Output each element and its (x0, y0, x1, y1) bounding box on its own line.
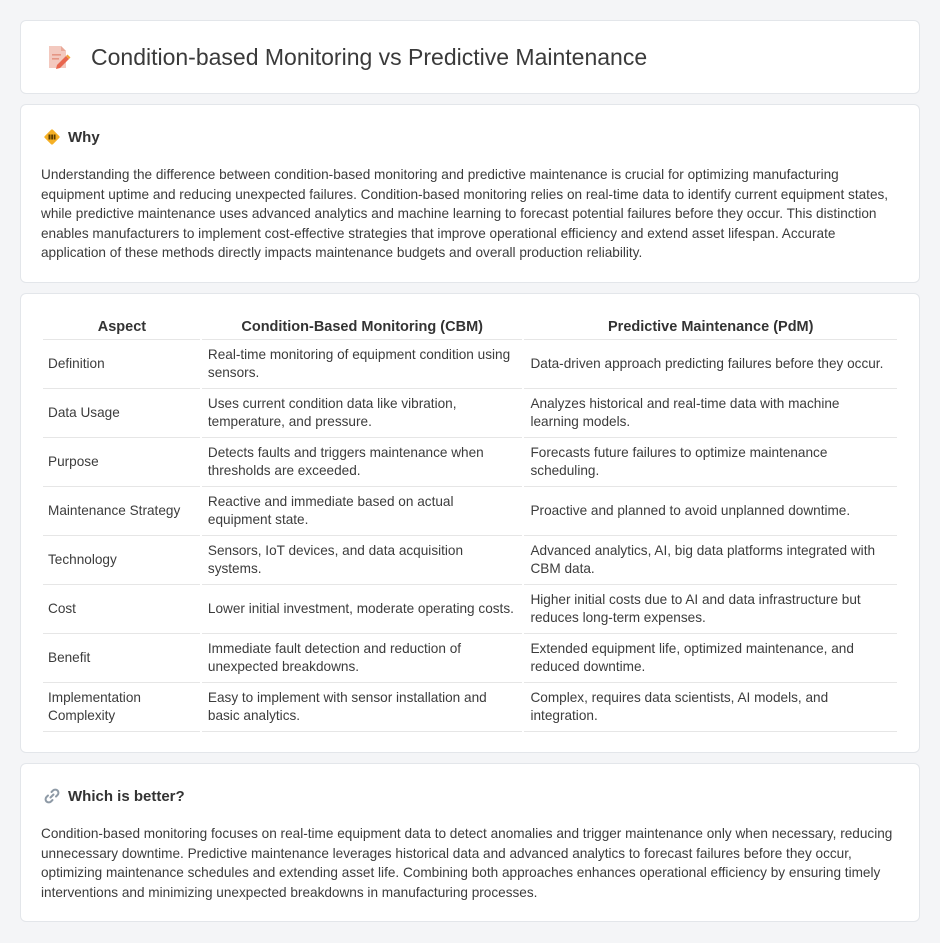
table-row (43, 584, 898, 633)
pdm-cell: Forecasts future failures to optimize maintenance scheduling. (523, 437, 898, 486)
table-row (43, 633, 898, 682)
aspect-cell: Benefit (43, 633, 201, 682)
cbm-cell: Immediate fault detection and reduction of unexpected breakdowns. (201, 633, 524, 682)
cbm-cell: Reactive and immediate based on actual equipment state. (201, 486, 524, 535)
column-header: Condition-Based Monitoring (CBM) (201, 316, 524, 339)
title-card (20, 20, 920, 94)
document-pencil-icon (45, 43, 71, 71)
why-heading: Why (68, 128, 100, 146)
cbm-cell: Detects faults and triggers maintenance when thresholds are exceeded. (201, 437, 524, 486)
comparison-table (43, 316, 899, 732)
cbm-cell: Easy to implement with sensor installation and basic analytics. (201, 682, 524, 731)
column-header: Predictive Maintenance (PdM) (523, 316, 898, 339)
column-header: Aspect (43, 316, 201, 339)
which-is-better-heading: Which is better? (68, 787, 185, 805)
table-row (43, 437, 898, 486)
table-header-row (43, 316, 898, 339)
aspect-cell: Technology (43, 535, 201, 584)
aspect-cell: Purpose (43, 437, 201, 486)
cbm-cell: Lower initial investment, moderate operating costs. (201, 584, 524, 633)
pdm-cell: Higher initial costs due to AI and data infrastructure but reduces long-term expenses. (523, 584, 898, 633)
comparison-card (20, 293, 920, 753)
pdm-cell: Data-driven approach predicting failures before they occur. (523, 339, 898, 388)
pdm-cell: Advanced analytics, AI, big data platforms integrated with CBM data. (523, 535, 898, 584)
cbm-cell: Sensors, IoT devices, and data acquisition systems. (201, 535, 524, 584)
cbm-cell: Real-time monitoring of equipment condition using sensors. (201, 339, 524, 388)
cbm-cell: Uses current condition data like vibration, temperature, and pressure. (201, 388, 524, 437)
link-icon (43, 787, 61, 805)
pdm-cell: Extended equipment life, optimized maintenance, and reduced downtime. (523, 633, 898, 682)
aspect-cell: Cost (43, 584, 201, 633)
diamond-warning-icon (43, 128, 61, 146)
table-row (43, 388, 898, 437)
table-row (43, 682, 898, 731)
table-row (43, 339, 898, 388)
aspect-cell: Maintenance Strategy (43, 486, 201, 535)
which-is-better-section (20, 763, 920, 922)
aspect-cell: Implementation Complexity (43, 682, 201, 731)
pdm-cell: Proactive and planned to avoid unplanned downtime. (523, 486, 898, 535)
pdm-cell: Complex, requires data scientists, AI models, and integration. (523, 682, 898, 731)
table-row (43, 535, 898, 584)
page-title: Condition-based Monitoring vs Predictive Maintenance (91, 43, 648, 70)
aspect-cell: Data Usage (43, 388, 201, 437)
why-body: Understanding the difference between condition-based monitoring and predictive maintenance is crucial for optimizing manufacturing equipment uptime and reducing unexpected failures. Condition-based monitoring relies on real-time data to identify current equipment states, while predictive maintenance uses advanced analytics and machine learning to forecast potential failures before they occur. This distinction enables manufacturers to implement cost-effective strategies that improve operational efficiency and extend asset lifespan. Accurate application of these methods directly impacts maintenance budgets and overall production reliability. (41, 167, 889, 260)
which-is-better-body: Condition-based monitoring focuses on real-time equipment data to detect anomalies and trigger maintenance only when necessary, reducing unnecessary downtime. Predictive maintenance leverages historical data and advanced analytics to forecast failures before they occur, optimizing maintenance schedules and extending asset life. Combining both approaches enhances operational efficiency by ensuring timely interventions and minimizing unexpected breakdowns in manufacturing processes. (41, 826, 893, 900)
pdm-cell: Analyzes historical and real-time data with machine learning models. (523, 388, 898, 437)
aspect-cell: Definition (43, 339, 201, 388)
table-row (43, 486, 898, 535)
why-section (20, 104, 920, 283)
